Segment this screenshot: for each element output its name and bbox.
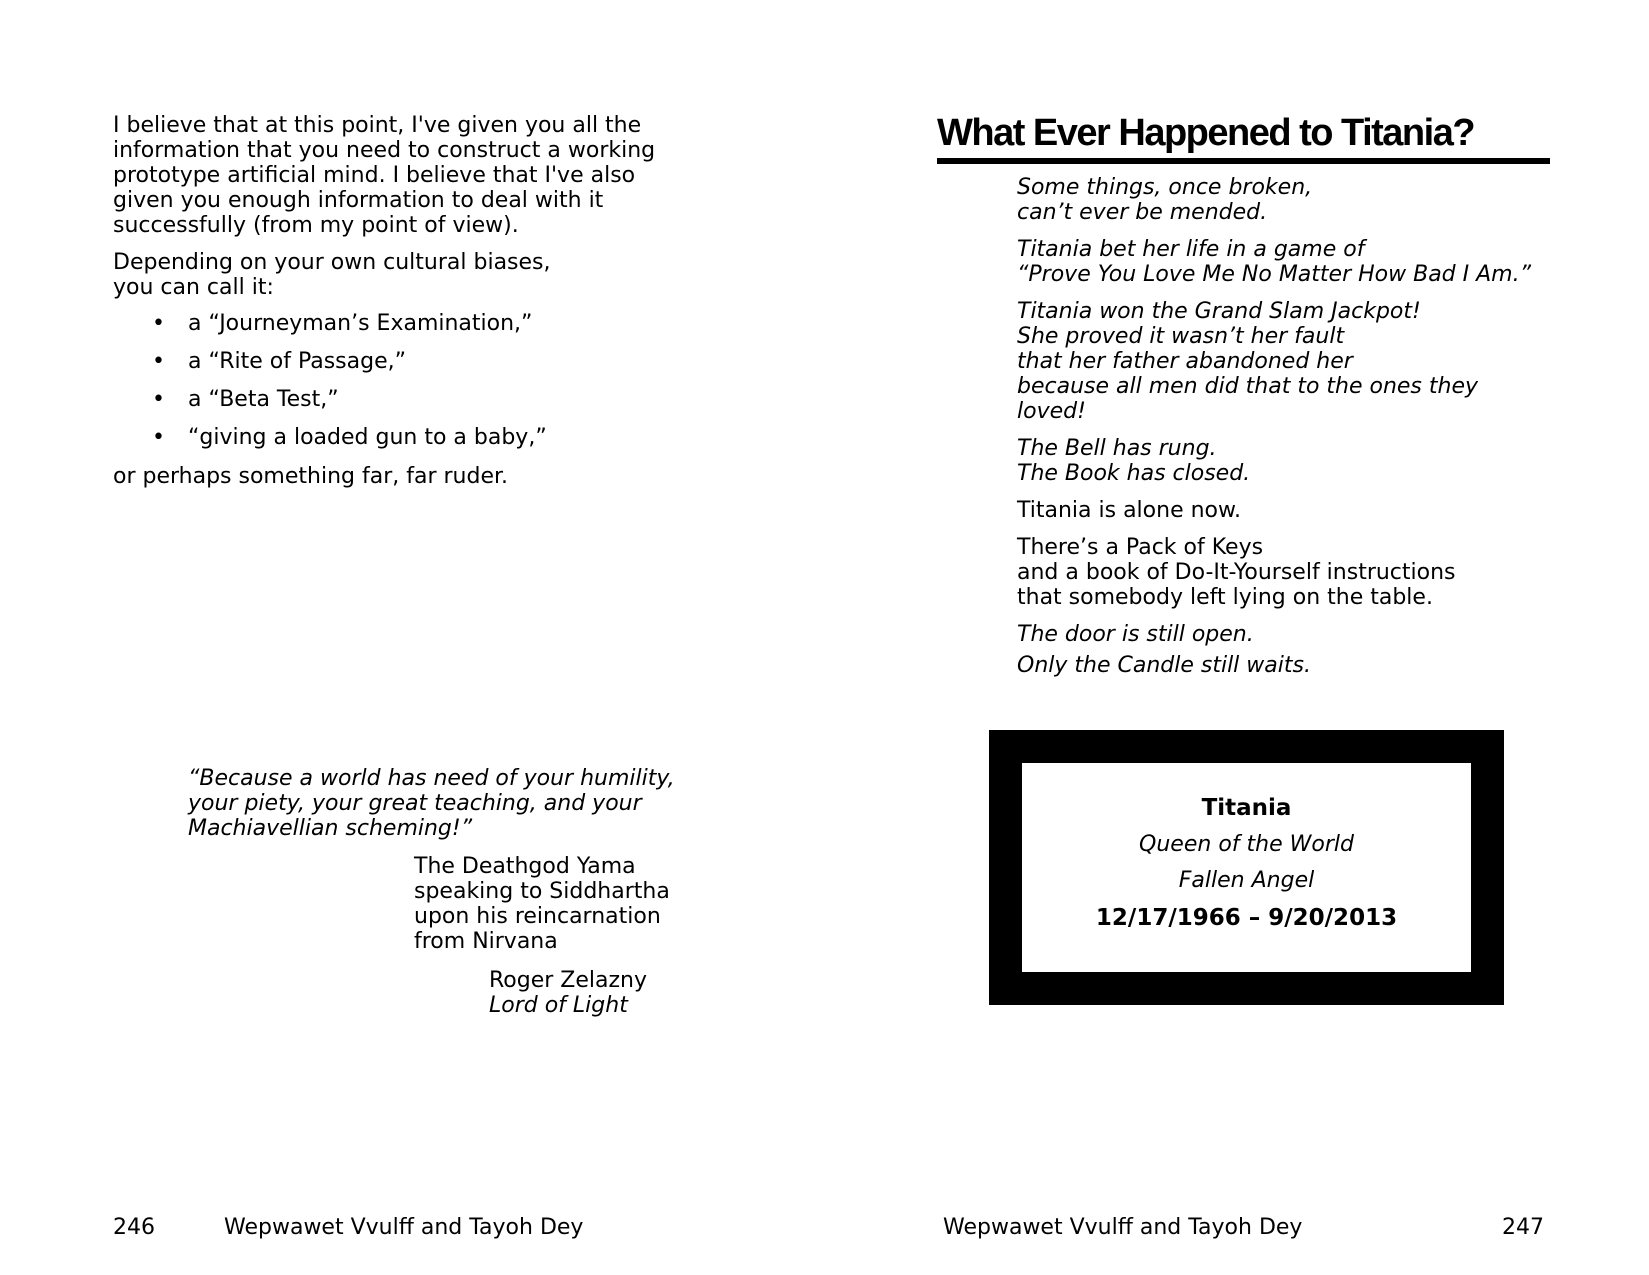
stanza: Titania won the Grand Slam Jackpot! She proved it wasn’t her fault that her father abandoned her because all men did that to the ones they loved! — [1017, 299, 1479, 424]
bullet-icon: • — [152, 387, 165, 412]
stanza: The door is still open. — [1017, 622, 1254, 647]
cultural-paragraph: Depending on your own cultural biases, you can call it: — [113, 250, 551, 300]
list-item: • a “Journeyman’s Examination,” — [152, 311, 533, 336]
memorial-plaque — [989, 730, 1504, 1005]
page-number-right: 247 — [1502, 1215, 1544, 1240]
chapter-title: What Ever Happened to Titania? — [937, 108, 1550, 164]
bullet-icon: • — [152, 425, 165, 450]
stanza: Only the Candle still waits. — [1017, 653, 1311, 678]
plaque-title-1: Queen of the World — [1139, 832, 1354, 857]
right-page — [824, 0, 1649, 1275]
page-number-left: 246 — [113, 1215, 155, 1240]
list-item: • a “Beta Test,” — [152, 387, 339, 412]
list-item: • a “Rite of Passage,” — [152, 349, 407, 374]
stanza: Titania bet her life in a game of “Prove You Love Me No Matter How Bad I Am.” — [1017, 237, 1531, 287]
plaque-name: Titania — [1201, 795, 1292, 821]
running-footer-right: Wepwawet Vvulff and Tayoh Dey — [943, 1215, 1303, 1240]
book-title: Lord of Light — [489, 993, 628, 1018]
bullet-icon: • — [152, 349, 165, 374]
list-item: • “giving a loaded gun to a baby,” — [152, 425, 547, 450]
epigraph-quote: “Because a world has need of your humility, your piety, your great teaching, and your Machiavellian scheming!” — [188, 766, 675, 841]
bullet-icon: • — [152, 311, 165, 336]
stanza: There’s a Pack of Keys and a book of Do-It-Yourself instructions that somebody left lying on the table. — [1017, 535, 1456, 610]
left-page — [0, 0, 824, 1275]
closing-line: or perhaps something far, far ruder. — [113, 464, 509, 489]
running-footer-left: Wepwawet Vvulff and Tayoh Dey — [224, 1215, 584, 1240]
names-list — [140, 311, 547, 463]
intro-paragraph: I believe that at this point, I've given you all the information that you need to construct a working prototype artificial mind. I believe that I've also given you enough information to deal with it successfully (from my point of view). — [113, 113, 656, 238]
stanza: Some things, once broken, can’t ever be mended. — [1017, 175, 1313, 225]
quote-source — [489, 968, 789, 1018]
plaque-dates: 12/17/1966 – 9/20/2013 — [1095, 905, 1398, 931]
author-name: Roger Zelazny — [489, 968, 648, 993]
poem — [1017, 175, 1577, 690]
stanza: The Bell has rung. The Book has closed. — [1017, 436, 1251, 486]
plaque-title-2: Fallen Angel — [1178, 868, 1315, 893]
quote-attribution: The Deathgod Yama speaking to Siddhartha upon his reincarnation from Nirvana — [414, 854, 670, 954]
stanza: Titania is alone now. — [1017, 498, 1241, 523]
